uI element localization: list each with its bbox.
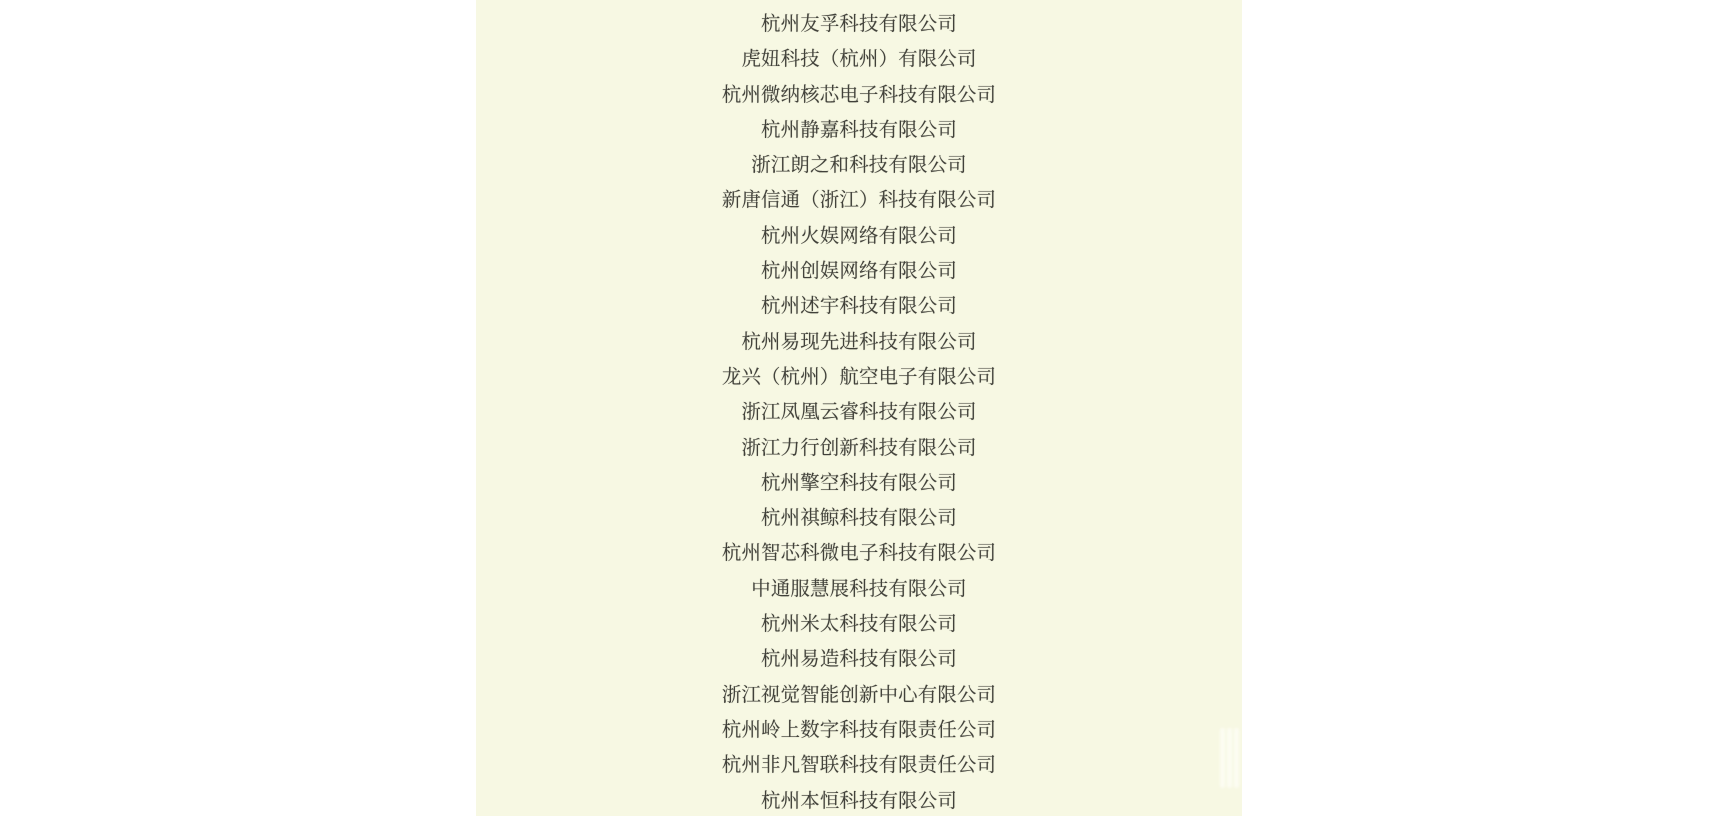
- company-list-item: 杭州非凡智联科技有限责任公司: [721, 754, 997, 777]
- company-list-item: 杭州易现先进科技有限公司: [741, 330, 977, 353]
- company-list-item: 中通服慧展科技有限公司: [751, 577, 967, 600]
- company-list-item: 浙江力行创新科技有限公司: [741, 436, 977, 459]
- company-list-item: 龙兴（杭州）航空电子有限公司: [721, 365, 997, 388]
- company-list-item: 浙江凤凰云睿科技有限公司: [741, 401, 977, 424]
- company-list-item: 杭州静嘉科技有限公司: [761, 118, 957, 141]
- company-list-item: 新唐信通（浙江）科技有限公司: [721, 189, 997, 212]
- company-list-item: 浙江朗之和科技有限公司: [751, 154, 967, 177]
- document-page: [476, 0, 1242, 816]
- company-list-item: 杭州创娱网络有限公司: [761, 260, 957, 283]
- company-list-item: 杭州易造科技有限公司: [761, 648, 957, 671]
- company-list-item: 杭州岭上数字科技有限责任公司: [721, 718, 997, 741]
- faded-watermark-bars: [1220, 728, 1239, 788]
- company-list-item: 杭州智芯科微电子科技有限公司: [721, 542, 997, 565]
- company-list-item: 杭州火娱网络有限公司: [761, 224, 957, 247]
- company-list-item: 杭州祺鲸科技有限公司: [761, 507, 957, 530]
- company-list-item: 浙江视觉智能创新中心有限公司: [721, 683, 997, 706]
- company-list-item: 杭州述宇科技有限公司: [761, 295, 957, 318]
- company-list-item: 杭州擎空科技有限公司: [761, 471, 957, 494]
- company-list-item: 杭州米太科技有限公司: [761, 613, 957, 636]
- company-name-list: [476, 0, 1242, 819]
- watermark-bar: [1220, 728, 1225, 788]
- company-list-item: 虎妞科技（杭州）有限公司: [741, 48, 977, 71]
- watermark-bar: [1227, 728, 1232, 788]
- company-list-item: 杭州友孚科技有限公司: [761, 13, 957, 35]
- company-list-item: 杭州本恒科技有限公司: [761, 789, 957, 812]
- watermark-bar: [1234, 728, 1239, 788]
- company-list-item: 杭州微纳核芯电子科技有限公司: [721, 83, 997, 106]
